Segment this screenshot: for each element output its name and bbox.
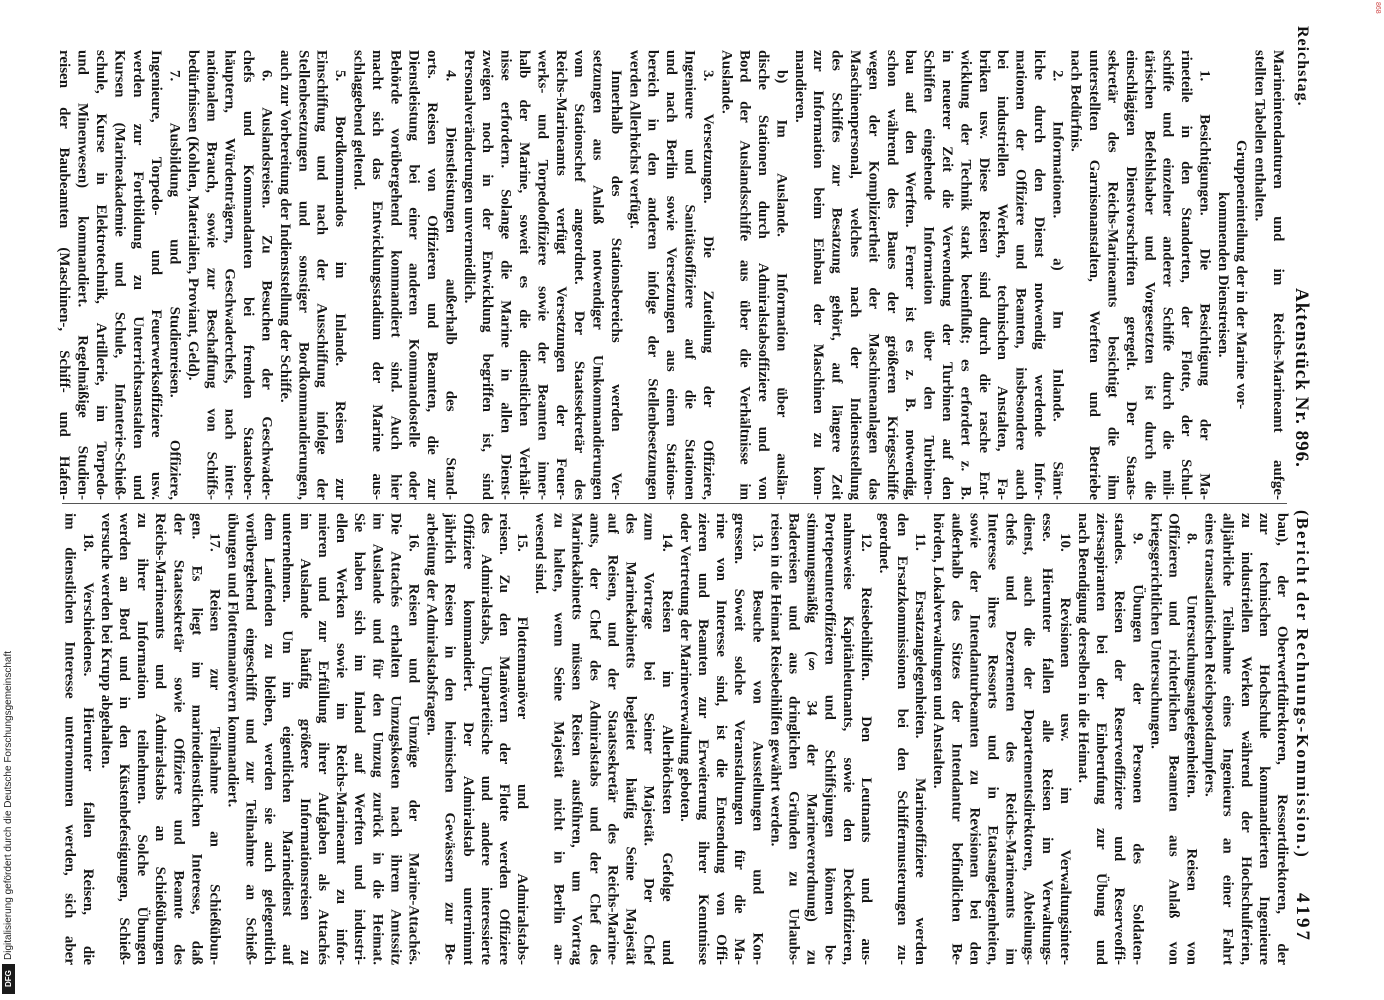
text-line: vorübergehend eingeschifft und zur Teilnahme an Schieß- — [242, 513, 259, 965]
text-line: hörden, Lokalverwaltungen und Anstalten. — [930, 513, 947, 789]
text-line: zweigen noch in der Entwicklung begriffen ist, sind — [479, 50, 496, 500]
text-line: zum Vortrage bei Seiner Majestät. Der Chef — [640, 513, 657, 965]
text-line: Behörde vorübergehend kommandiert sind. Auch hier — [387, 50, 404, 500]
text-line: stimmungsmäßig (§ 34 der Marineverordnung) zu — [803, 513, 820, 965]
text-line: gen. Es liegt im marinedienstlichen Interesse, daß — [188, 513, 205, 965]
column-divider — [62, 503, 1287, 504]
text-line: bedürfnissen (Kohlen, Materialien, Proviant, Geld). — [184, 50, 201, 381]
text-line: 12. Reisebeihilfen. Den Leutnants und aus- — [857, 533, 874, 965]
text-line: und Minenwesen) kommandiert. Regelmäßige Studien- — [74, 50, 91, 500]
text-line: alljährliche Teilnahme eines Ingenieurs an einer Fahrt — [1219, 513, 1236, 965]
text-line: häuptern, Würdenträgern, Geschwaderchefs, nach inter- — [221, 50, 238, 500]
text-line: tärischen Befehlshaber und Vorgesetzten ist durch die — [1141, 50, 1158, 500]
text-line: 17. Reisen zur Teilnahme an Schießübun- — [206, 533, 223, 965]
text-line: 11. Ersatzangelegenheiten. Marineoffiziere werden — [912, 533, 929, 965]
text-line: im dienstlichen Interesse unternommen werden, sich aber — [61, 513, 78, 965]
text-line: 13. Besuche von Ausstellungen und Kon- — [749, 533, 766, 965]
text-line: im Auslande und für den Umzug zurück in die Heimat. — [369, 513, 386, 965]
text-column-2 — [60, 513, 1291, 965]
text-line: Marinekabinetts müssen Reisen ausführen, um Vortrag — [568, 513, 585, 965]
text-line: 16. Reisen und Umzüge der Marine-Attachés. — [405, 533, 422, 965]
text-line: Reichs-Marineamts und Admiralstabs an Schießübungen — [152, 513, 169, 965]
text-line: esse. Hierunter fallen alle Reisen im Verwaltungs- — [1038, 513, 1055, 965]
text-line: schlaggebend geltend. — [350, 50, 367, 191]
text-line: Marineintendanturen und im Reichs-Marineamt aufge- — [1270, 50, 1286, 500]
text-line: schule, Kurse in Elektrotechnik, Artillerie, im Torpedo- — [93, 50, 109, 500]
text-line: arbeitung der Admiralstabsfragen. — [423, 513, 440, 736]
text-line: bau), der Oberwerftdirektoren, Ressortdirektoren, der — [1274, 513, 1290, 965]
text-line: werden zur Fortbildung zu Unterrichtsanstalten und — [129, 50, 146, 500]
text-line: rineteile in den Standorten, der Flotte, der Schul- — [1178, 50, 1195, 500]
text-line: chefs und Dezernenten des Reichs-Marineamts im — [1002, 513, 1019, 965]
text-line: und nach Berlin sowie Versetzungen aus einem Stations- — [663, 50, 680, 500]
text-line: dem Laufenden zu bleiben, werden sie auch gelegentlich — [260, 513, 277, 965]
text-line: Ingenieure, Torpedo- und Feuerwerksoffiziere usw. — [148, 50, 165, 500]
text-line: 7. Ausbildung und Studienreisen. Offiziere, — [166, 70, 183, 500]
text-column-1 — [54, 50, 1287, 500]
text-line: standes. Reisen der Reserveoffiziere und Reserveoffi- — [1111, 513, 1128, 965]
report-title: (Bericht der Rechnungs-Kommission.) — [1293, 510, 1312, 859]
text-line: Sie haben sich im Inland auf Werften und industri- — [351, 513, 368, 965]
heading-line: Gruppeneinteilung der in der Marine vor- — [1233, 140, 1250, 410]
text-line: Interesse ihres Ressorts und in Etatsangelegenheiten, — [984, 513, 1001, 965]
document-number: Aktenstück Nr. 896. — [1291, 288, 1312, 468]
text-line: unternehmen. Um im eigentlichen Marinedienst auf — [278, 513, 295, 965]
text-line: Ingenieure und Sanitätsoffiziere auf die Stationen — [681, 50, 698, 500]
text-line: Dienstleistung bei einer anderen Kommandostelle oder — [405, 50, 422, 500]
text-line: nisse erfordern. Solange die Marine in allen Dienst- — [497, 50, 514, 500]
text-line: werks- und Torpedooffiziere sowie der Beamten inner- — [534, 50, 551, 500]
text-line: sekretär des Reichs-Marineamts besichtigt die ihm — [1104, 50, 1121, 500]
text-line: Stellenbesetzungen und sonstiger Bordkommandierungen, — [295, 50, 312, 500]
text-line: 1. Besichtigungen. Die Besichtigung der Ma- — [1196, 70, 1213, 500]
heading-line: kommenden Dienstreisen. — [1214, 192, 1231, 358]
text-line: zu ihrer Information teilnehmen. Solche Übungen — [134, 513, 151, 965]
text-line: Innerhalb des Stationsbereichs werden Ver- — [607, 70, 624, 500]
text-line: Reichs-Marineamts verfügt Versetzungen der Feuer- — [552, 50, 569, 500]
text-line: mieren und zur Erfüllung ihrer Aufgaben als Attachés — [315, 513, 332, 965]
text-line: b) Im Auslande. Information über auslän- — [773, 70, 790, 500]
text-line: zu industriellen Werken während der Hochschulferien, — [1237, 513, 1254, 965]
text-line: sowie der Intendanturbeamten zu Revisionen bei den — [966, 513, 983, 965]
text-line: ellen Werken sowie im Reichs-Marineamt zu infor- — [333, 513, 350, 965]
text-line: Auslande. — [718, 50, 735, 114]
text-line: unterstellten Garnisonanstalten, Werften und Betriebe — [1086, 50, 1103, 500]
text-line: Kursen (Marineakademie und Schule, Infanterie-Schieß- — [111, 50, 128, 500]
text-line: 15. Flottenmanöver und Admiralstabs- — [514, 533, 531, 965]
text-line: macht sich das Entwicklungsstadium der Marine aus- — [368, 50, 385, 500]
text-line: übungen und Flottenmanövern kommandiert. — [224, 513, 241, 808]
page-number: 4197 — [1292, 893, 1313, 943]
text-line: vom Stationschef angeordnet. Der Staatssekretär des — [571, 50, 588, 500]
text-line: bau auf den Werften. Ferner ist es z. B. notwendig, — [902, 50, 919, 500]
text-line: Maschinenpersonal, welches nach der Indienststellung — [847, 50, 864, 500]
text-line: 2. Informationen. a) Im Inlande. Sämt- — [1049, 70, 1066, 500]
text-line: jährlich Reisen in den heimischen Gewässern zur Be- — [441, 513, 458, 965]
text-line: 9. Übungen der Personen des Soldaten- — [1129, 533, 1146, 965]
text-line: schiffe und einzelner anderer Schiffe durch die mili- — [1159, 50, 1176, 500]
running-head-title: Reichstag. — [1294, 26, 1311, 107]
archive-mark: 868 — [1374, 2, 1381, 14]
text-line: Badereisen und aus dringlichen Gründen zu Urlaubs- — [785, 513, 802, 965]
text-line: dienst, auch die der Departementsdirektoren, Abteilungs- — [1020, 513, 1037, 965]
text-line: 10. Revisionen usw. im Verwaltungsinter- — [1056, 533, 1073, 965]
text-line: gressen. Soweit solche Veranstaltungen für die Ma- — [731, 513, 748, 965]
text-line: 18. Verschiedenes. Hierunter fallen Reisen, die — [79, 533, 96, 965]
text-line: nahmsweise Kapitänleutnants, sowie den Deckoffizieren, — [839, 513, 856, 965]
text-line: rine von Interesse sind, ist die Entsendung von Offi- — [713, 513, 730, 965]
text-line: amts, der Chef des Admiralstabs und der Chef des — [586, 513, 603, 965]
text-line: nach Beendigung derselben in die Heimat. — [1074, 513, 1091, 784]
text-line: wicklung der Technik stark beeinflußt; es erfordert z. B. — [957, 50, 974, 500]
funding-note: Digitalisierung gefördert durch die Deutsche Forschungsgemeinschaft — [3, 650, 14, 960]
text-line: reisen. Zu den Manövern der Flotte werden Offiziere — [495, 513, 512, 965]
dfg-logo: DFG — [2, 964, 15, 994]
text-line: des Marinekabinetts begleitet häufig Seine Majestät — [622, 513, 639, 965]
text-line: zur technischen Hochschule kommandierten Ingenieure — [1255, 513, 1272, 965]
text-line: mandieren. — [791, 50, 808, 123]
text-line: versuche werden bei Krupp abgehalten. — [97, 513, 114, 769]
text-line: mationen der Offiziere und Beamten, insbesondere auch — [1012, 50, 1029, 500]
text-line: 4. Dienstleistungen außerhalb des Stand- — [442, 70, 459, 500]
text-line: briken usw. Diese Reisen sind durch die rasche Ent- — [975, 50, 992, 500]
text-line: Schiffen eingehende Information über den Turbinen- — [920, 50, 937, 500]
text-line: außerhalb des Sitzes der Intendantur befindlichen Be- — [948, 513, 965, 965]
text-line: einschlägigen Dienstvorschriften geregelt. Der Staats- — [1122, 50, 1139, 500]
text-line: wesend sind. — [532, 513, 549, 594]
text-line: Die Attachés erhalten Umzugskosten nach ihrem Amtssitz — [387, 513, 404, 965]
text-line: kriegsgerichtlichen Untersuchungen. — [1147, 513, 1164, 749]
text-line: setzungen aus Anlaß notwendiger Umkommandierungen — [589, 50, 606, 500]
text-line: auf Reisen, und der Staatssekretär des Reichs-Marine- — [604, 513, 621, 965]
text-line: zieren und Beamten zur Erweiterung ihrer Kenntnisse — [695, 513, 711, 965]
text-line: reisen der Baubeamten (Maschinen-, Schiff- und Hafen- — [56, 50, 73, 500]
text-line: Offiziere kommandiert. Der Admiralstab unternimmt — [459, 513, 476, 965]
text-line: oder Vertretung der Marineverwaltung geboten. — [676, 513, 693, 822]
text-line: des Schiffes zur Besatzung gehört, auf längere Zeit — [828, 50, 845, 500]
text-line: auch zur Vorbereitung der Indienststellung der Schiffe. — [276, 50, 293, 403]
text-line: dische Stationen durch Admiralstabsoffiziere und von — [755, 50, 772, 500]
text-line: 6. Auslandsreisen. Zu Besuchen der Geschwader- — [258, 70, 275, 500]
text-line: ziersaspiranten bei der Einberufung zur Übung und — [1093, 513, 1110, 965]
text-line: bei industriellen Werken, technischen Anstalten, Fa- — [994, 50, 1011, 500]
text-line: chefs und Kommandanten bei fremden Staatsober- — [240, 50, 257, 500]
text-line: bereich in den anderen infolge der Stellenbesetzungen — [644, 50, 661, 500]
text-line: werden an Bord und in den Küstenbefestigungen, Schieß- — [116, 513, 132, 965]
text-line: reisen in die Heimat Reisebeihilfen gewährt werden. — [767, 513, 784, 847]
text-line: orts. Reisen von Offizieren und Beamten, die zur — [424, 50, 441, 500]
text-line: nach Bedürfnis. — [1067, 50, 1084, 152]
text-line: des Admiralstabs, Unparteiische und andere interessierte — [477, 513, 494, 965]
text-line: zur Information beim Einbau der Maschinen zu kom- — [810, 50, 827, 500]
text-line: im Auslande häufig größere Informationsreisen zu — [296, 513, 313, 965]
text-line: den Ersatzkommissionen bei den Schiffermusterungen zu- — [894, 513, 911, 965]
text-line: 5. Bordkommandos im Inlande. Reisen zur — [332, 70, 349, 500]
text-line: 14. Reisen im Allerhöchsten Gefolge und — [658, 533, 675, 965]
text-line: liche durch den Dienst notwendig werdende Infor- — [1030, 50, 1047, 500]
text-line: eines transatlantischen Reichspostdampfers. — [1201, 513, 1218, 797]
text-line: schon während des Baues der größeren Kriegsschiffe — [883, 50, 900, 500]
text-line: Bord der Auslandsschiffe aus über die Verhältnisse im — [736, 50, 753, 500]
text-line: 3. Versetzungen. Die Zuteilung der Offiziere, — [699, 70, 716, 500]
text-line: zu halten, wenn Seine Majestät nicht in Berlin an- — [550, 513, 567, 965]
text-line: Personalveränderungen unvermeidlich. — [460, 50, 477, 304]
text-line: wegen der Kompliziertheit der Maschinenanlagen das — [865, 50, 882, 500]
text-line: der Staatssekretär sowie Offiziere und Beamte des — [170, 513, 187, 965]
text-line: stellten Tabellen enthalten. — [1251, 50, 1268, 222]
text-line: in neuerer Zeit die Verwendung der Turbinen auf den — [938, 50, 955, 500]
text-line: nationalem Brauch, sowie zur Beschaffung von Schiffs- — [203, 50, 220, 500]
text-line: Offizieren und richterlichen Beamten aus Anlaß von — [1165, 513, 1182, 965]
text-line: Einschiffung und nach der Ausschiffung infolge der — [313, 50, 330, 500]
text-line: werden Allerhöchst verfügt. — [626, 50, 643, 229]
text-line: geordnet. — [875, 513, 892, 574]
text-line: 8. Untersuchungsangelegenheiten. Reisen von — [1183, 533, 1200, 965]
text-line: halb der Marine, soweit es die dienstlichen Verhält- — [515, 50, 532, 500]
text-line: Portepeeunteroffizieren und Schiffsjungen können be- — [821, 513, 838, 965]
